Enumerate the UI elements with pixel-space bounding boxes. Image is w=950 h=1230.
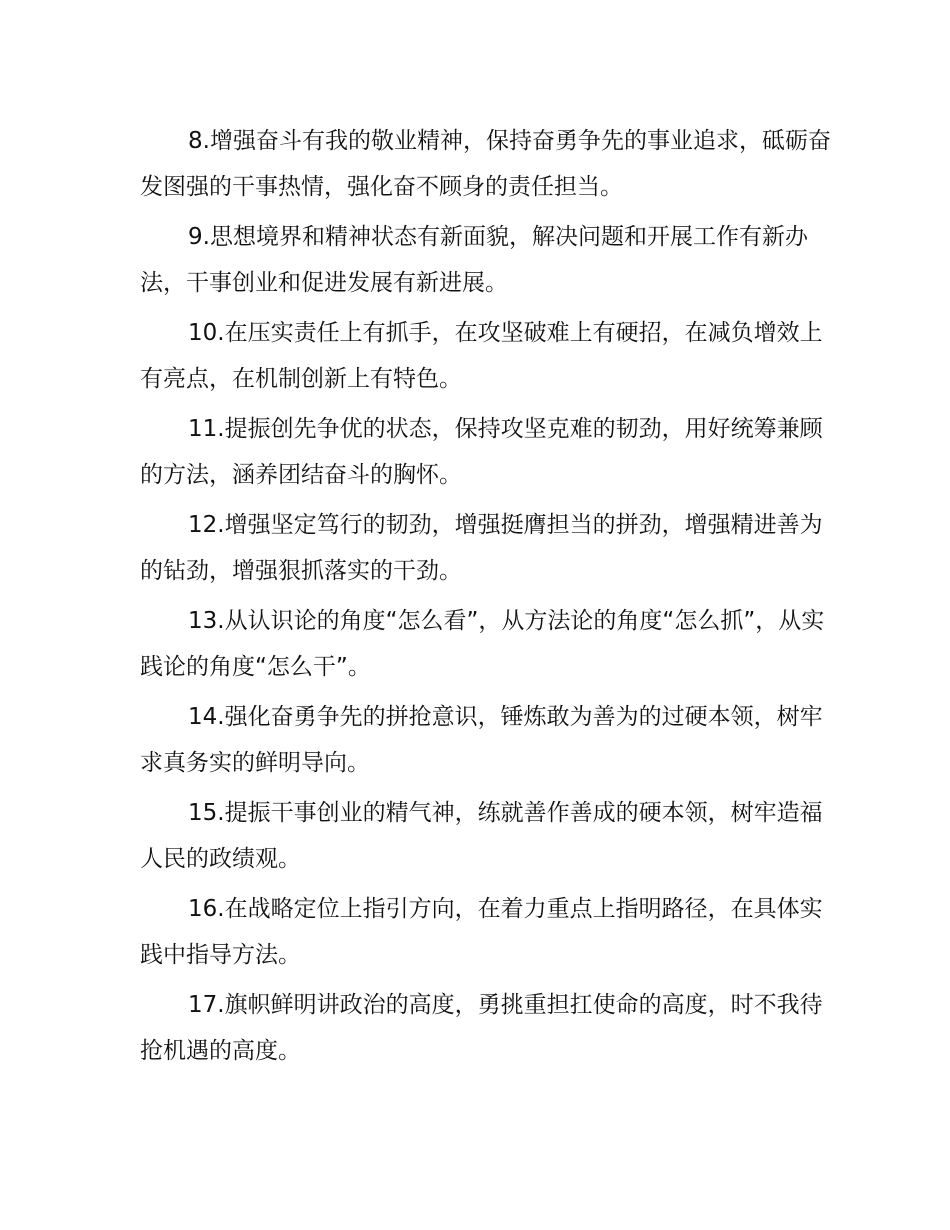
paragraph-16: 16.在战略定位上指引方向，在着力重点上指明路径，在具体实践中指导方法。	[140, 896, 823, 968]
paragraph-12: 12.增强坚定笃行的韧劲，增强挺膺担当的拼劲，增强精进善为的钻劲，增强狠抓落实的干劲。	[140, 512, 823, 584]
paragraph-10: 10.在压实责任上有抓手，在攻坚破难上有硬招，在减负增效上有亮点，在机制创新上有特色。	[140, 320, 823, 392]
paragraph-13: 13.从认识论的角度“怎么看”，从方法论的角度“怎么抓”，从实践论的角度“怎么干”。	[140, 608, 825, 680]
paragraph-14: 14.强化奋勇争先的拼抢意识，锤炼敢为善为的过硬本领，树牢求真务实的鲜明导向。	[140, 704, 823, 776]
paragraph-9: 9.思想境界和精神状态有新面貌，解决问题和开展工作有新办法，干事创业和促进发展有新进展。	[140, 224, 808, 296]
paragraph-15: 15.提振干事创业的精气神，练就善作善成的硬本领，树牢造福人民的政绩观。	[140, 800, 823, 872]
paragraph-17: 17.旗帜鲜明讲政治的高度，勇挑重担扛使命的高度，时不我待抢机遇的高度。	[140, 992, 823, 1064]
paragraph-11: 11.提振创先争优的状态，保持攻坚克难的韧劲，用好统筹兼顾的方法，涵养团结奋斗的胸怀。	[140, 416, 823, 488]
paragraph-8: 8.增强奋斗有我的敬业精神，保持奋勇争先的事业追求，砥砺奋发图强的干事热情，强化奋不顾身的责任担当。	[140, 128, 831, 200]
